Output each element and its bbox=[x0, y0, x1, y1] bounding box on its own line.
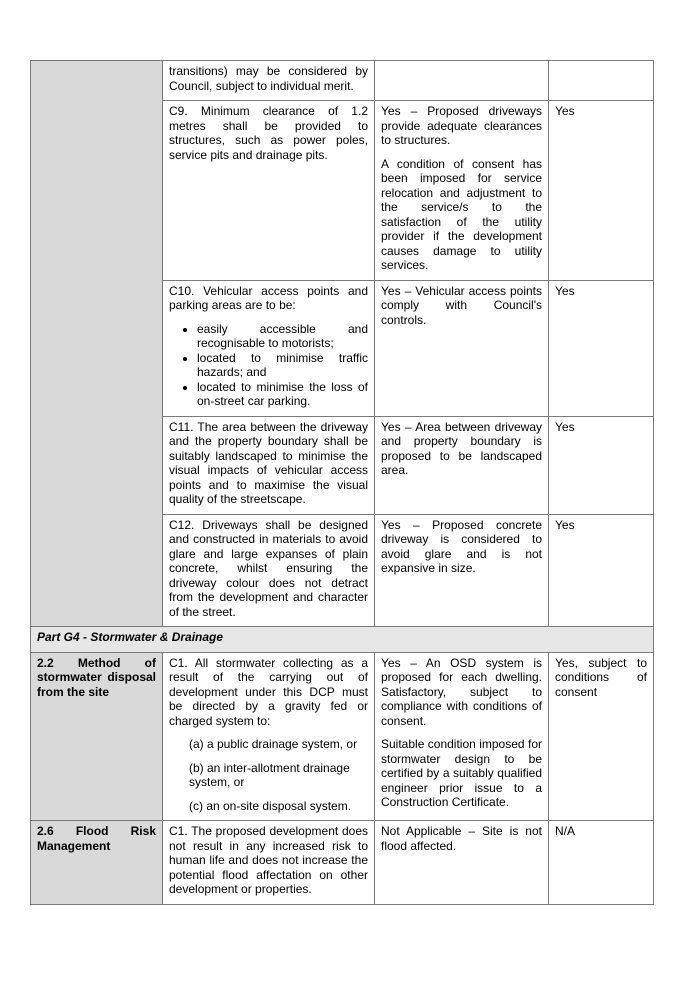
list-item: • located to minimise the loss of on-street car parking. bbox=[197, 380, 368, 409]
clause-cell bbox=[31, 652, 163, 821]
clause-cell-empty bbox=[31, 61, 163, 627]
table-row bbox=[31, 652, 654, 821]
proposal-text: Yes – Proposed concrete driveway is considered to avoid glare and is not expansive in size. bbox=[381, 517, 542, 575]
option-item: (b) an inter-allotment drainage system, or bbox=[189, 760, 350, 789]
clause-heading: 2.2 Method of stormwater disposal from the site bbox=[37, 655, 156, 699]
proposal-cell bbox=[375, 652, 549, 821]
proposal-cell bbox=[375, 61, 549, 101]
compliance-table bbox=[30, 60, 654, 905]
proposal-text-2: A condition of consent has been imposed for service relocation and adjustment to the service/s to the satisfaction of the utility provider if the development causes damage to utility services. bbox=[381, 156, 542, 272]
complies-text: Yes bbox=[555, 104, 575, 118]
table-row bbox=[31, 821, 654, 905]
complies-cell bbox=[549, 280, 654, 416]
list-item: • easily accessible and recognisable to motorists; bbox=[197, 322, 368, 351]
requirement-text: C1. The proposed development does not result in any increased risk to human life and does not increase the potential flood affectation on other development or properties. bbox=[169, 824, 368, 896]
complies-text: Yes, subject to conditions of consent bbox=[555, 655, 647, 699]
requirement-bullet-list bbox=[169, 322, 368, 409]
requirement-text: transitions) may be considered by Council, subject to individual merit. bbox=[169, 64, 368, 93]
proposal-text: Yes – An OSD system is proposed for each dwelling. Satisfactory, subject to compliance with conditions of consent. bbox=[381, 655, 542, 728]
proposal-text: Not Applicable – Site is not flood affected. bbox=[381, 824, 542, 853]
complies-text: Yes bbox=[555, 283, 575, 298]
proposal-cell bbox=[375, 101, 549, 281]
proposal-text-2: Suitable condition imposed for stormwater design to be certified by a suitably qualified engineer prior issue to a Construction Certificate. bbox=[381, 737, 542, 809]
requirement-cell bbox=[163, 514, 375, 627]
requirement-cell bbox=[163, 652, 375, 821]
requirement-text: C9. Minimum clearance of 1.2 metres shall be provided to structures, such as power poles, service pits and drainage pits. bbox=[169, 104, 368, 162]
requirement-cell bbox=[163, 101, 375, 281]
requirement-text: C10. Vehicular access points and parking areas are to be: bbox=[169, 283, 368, 312]
list-item: • located to minimise traffic hazards; and bbox=[197, 351, 368, 380]
requirement-text: C11. The area between the driveway and the property boundary shall be suitably landscaped to minimise the visual impacts of vehicular access points and to maximise the visual quality of the streetscape. bbox=[169, 419, 368, 506]
complies-cell bbox=[549, 652, 654, 821]
complies-cell bbox=[549, 61, 654, 101]
requirement-cell bbox=[163, 280, 375, 416]
proposal-cell bbox=[375, 416, 549, 514]
requirement-cell bbox=[163, 61, 375, 101]
document-page bbox=[30, 60, 653, 905]
proposal-text: Yes – Area between driveway and property boundary is proposed to be landscaped area. bbox=[381, 419, 542, 477]
complies-cell bbox=[549, 821, 654, 905]
complies-cell bbox=[549, 514, 654, 627]
requirement-text: C12. Driveways shall be designed and constructed in materials to avoid glare and large expanses of plain concrete, whilst ensuring the driveway colour does not detract from the development and character of the street. bbox=[169, 517, 368, 619]
proposal-cell bbox=[375, 280, 549, 416]
section-heading: Part G4 - Stormwater & Drainage bbox=[31, 627, 654, 653]
option-item: (c) an on-site disposal system. bbox=[189, 798, 352, 813]
table-row bbox=[31, 61, 654, 101]
proposal-text: Yes – Vehicular access points comply with Council's controls. bbox=[381, 283, 542, 327]
option-item: (a) a public drainage system, or bbox=[189, 737, 358, 751]
requirement-cell bbox=[163, 416, 375, 514]
proposal-cell bbox=[375, 514, 549, 627]
section-heading-row bbox=[31, 627, 654, 653]
complies-text: Yes bbox=[555, 419, 575, 434]
clause-heading: 2.6 Flood Risk Management bbox=[37, 824, 156, 853]
proposal-text: Yes – Proposed driveways provide adequate clearances to structures. bbox=[381, 104, 542, 147]
complies-cell bbox=[549, 101, 654, 281]
complies-cell bbox=[549, 416, 654, 514]
complies-text: N/A bbox=[555, 824, 576, 838]
proposal-cell bbox=[375, 821, 549, 905]
complies-text: Yes bbox=[555, 517, 575, 532]
clause-cell bbox=[31, 821, 163, 905]
requirement-text: C1. All stormwater collecting as a result of the carrying out of development under this DCP must be directed by a gravity fed or charged system to: bbox=[169, 655, 368, 728]
requirement-cell bbox=[163, 821, 375, 905]
